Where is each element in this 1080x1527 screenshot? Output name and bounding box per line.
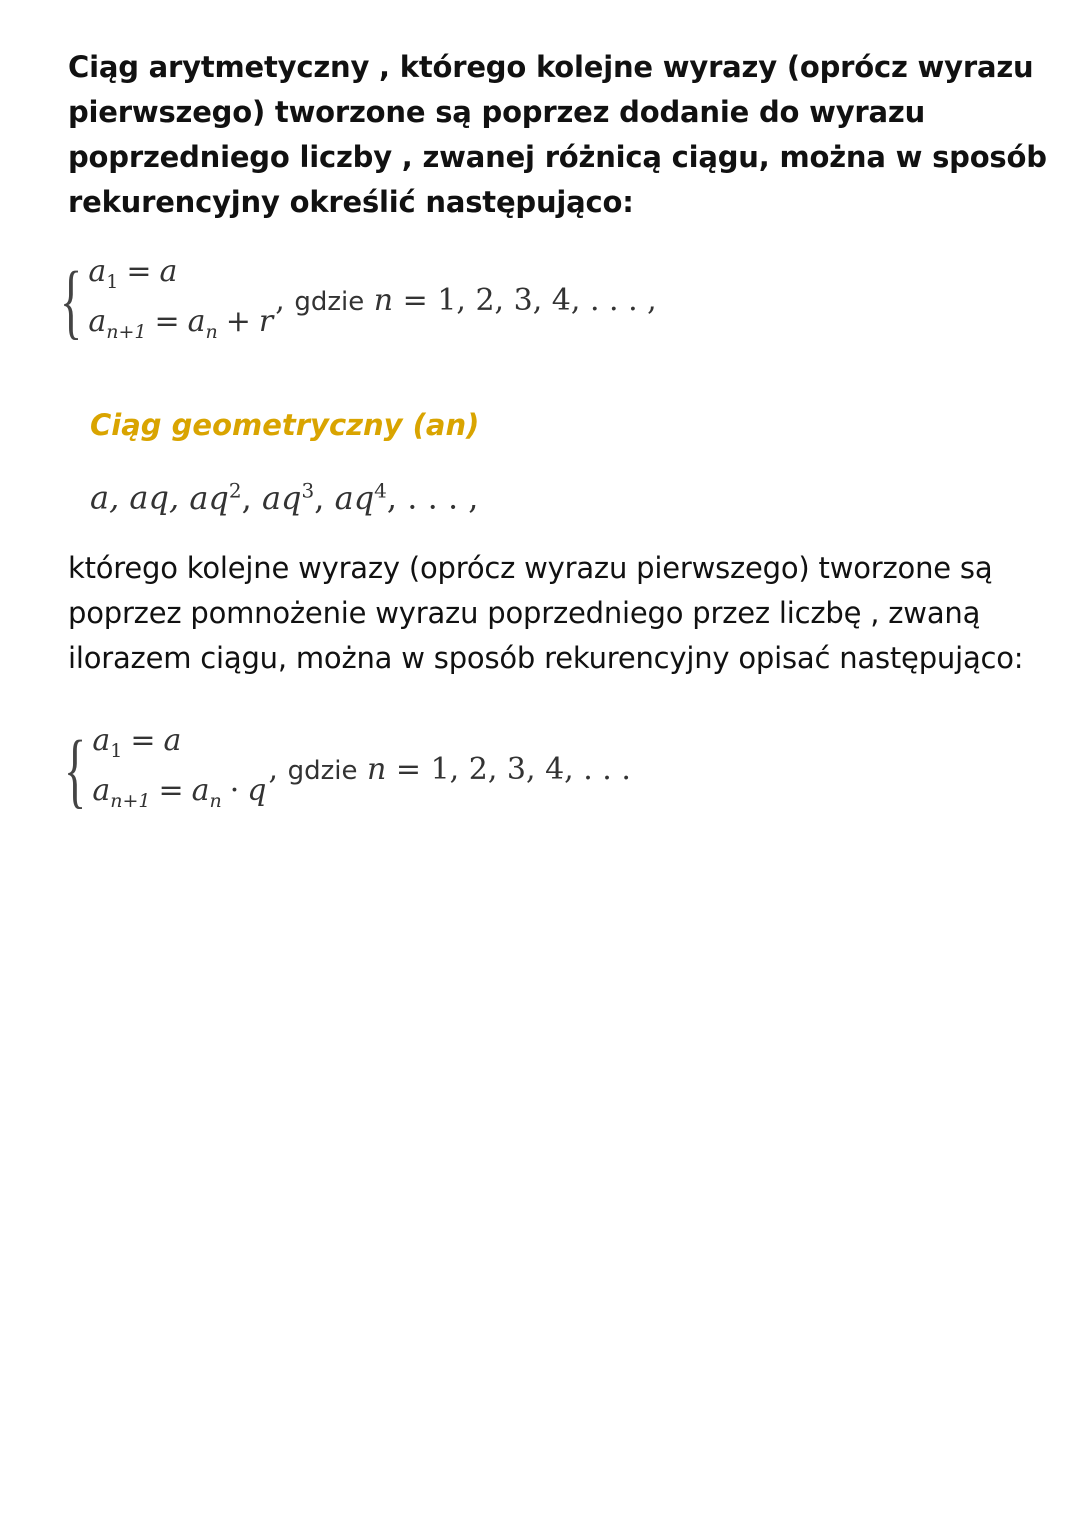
formula-row-initial: $a_1 = a$: [88, 254, 178, 293]
geometric-recurrence-formula: [64, 721, 631, 821]
arithmetic-definition: Ciąg arytmetyczny , którego kolejne wyrazy (oprócz wyrazu pierwszego) tworzone są poprzez dodanie do wyrazu poprzedniego liczby , zwanej różnicą ciągu, można w sposób rekurencyjny określić następująco:: [68, 50, 1047, 219]
geometric-sequence: a, aq, $aq^2$, $aq^3$, $aq^4$, . . . ,: [90, 478, 479, 517]
formula-row-recurrence: $a_{n+1} = a_n \cdot q$: [92, 773, 267, 812]
formula-row-recurrence: $a_{n+1} = a_n + r$: [88, 304, 274, 343]
formula-row-initial: $a_1 = a$: [92, 723, 182, 762]
left-brace: {: [64, 724, 87, 817]
arithmetic-recurrence-formula: [60, 252, 657, 352]
formula-condition: , gdzie n = 1, 2, 3, 4, . . . ,: [275, 282, 657, 318]
left-brace: {: [60, 255, 83, 348]
formula-condition: , gdzie n = 1, 2, 3, 4, . . .: [268, 751, 631, 787]
geometric-definition: którego kolejne wyrazy (oprócz wyrazu pierwszego) tworzone są poprzez pomnożenie wyrazu poprzedniego przez liczbę , zwaną ilorazem ciągu, można w sposób rekurencyjny opisać następująco:: [68, 551, 1024, 675]
geometric-heading: Ciąg geometryczny (an): [90, 408, 480, 442]
